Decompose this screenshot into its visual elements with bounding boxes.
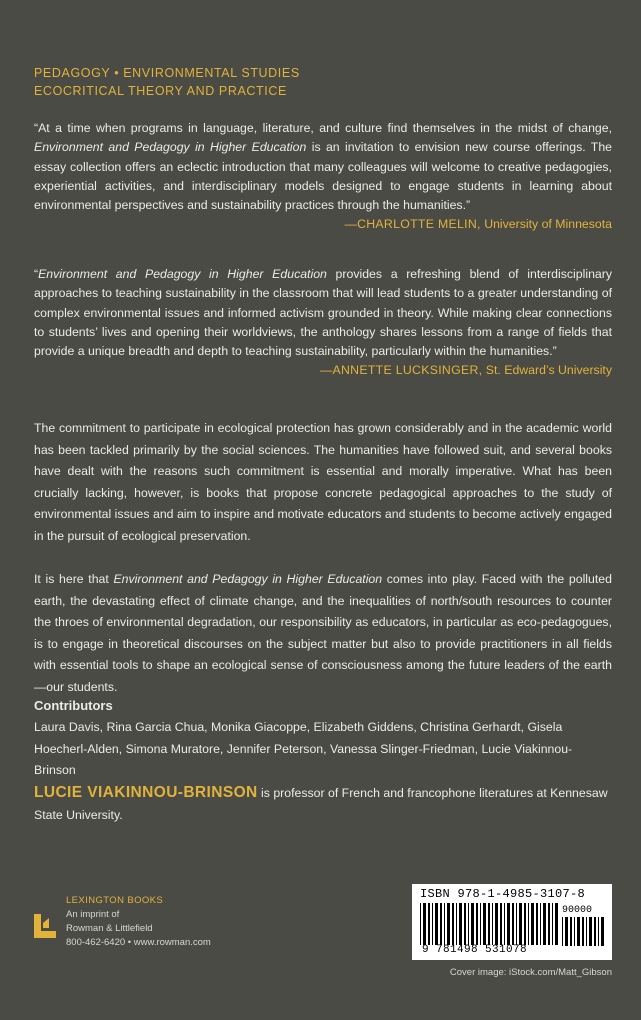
description-paragraph-2-open: It is here that	[34, 572, 114, 586]
endorsement-1-open: “At a time when programs in language, literature, and culture find themselves in the midst of change,	[34, 121, 612, 135]
barcode-bars-addon	[562, 917, 606, 946]
author-bio	[34, 782, 612, 826]
endorsement-1-book-title: Environment and Pedagogy in Higher Education	[34, 140, 307, 155]
isbn-number: ISBN 978-1-4985-3107-8	[420, 887, 586, 901]
price-code: 90000	[562, 905, 593, 916]
publisher-name: LEXINGTON BOOKS	[66, 895, 164, 906]
endorsement-2-name: —ANNETTE LUCKSINGER,	[319, 363, 483, 378]
subject-categories	[34, 64, 300, 100]
publisher-imprint-line: An imprint of	[66, 909, 120, 920]
endorsement-2-text	[34, 265, 612, 361]
lexington-books-logo-icon	[34, 914, 56, 938]
publisher-info	[66, 894, 211, 950]
endorsement-1-affiliation: University of Minnesota	[484, 217, 612, 232]
endorsement-2-book-title: Environment and Pedagogy in Higher Education	[38, 267, 327, 281]
endorsement-2-affiliation: St. Edward’s University	[485, 363, 612, 378]
endorsement-1-text	[34, 119, 612, 215]
description-paragraph-2	[34, 569, 612, 698]
author-bio-text: is professor of French and francophone literatures at Kennesaw State University.	[34, 786, 608, 822]
category-line-2: ECOCRITICAL THEORY AND PRACTICE	[34, 84, 287, 98]
publisher-parent: Rowman & Littlefield	[66, 923, 153, 934]
barcode-digits: 9 781498 531078	[422, 944, 528, 956]
endorsement-2-open: “	[34, 267, 39, 281]
description-paragraph-2-rest: comes into play. Faced with the polluted earth, the devastating effect of climate change, and the inequalities of north/south resources to counter the throes of environmental degradation, our responsibility as educators, in particular as eco-pedagogues, is to engage in theoretical discourses on the subject matter but also to provide practitioners in all fields with essential tools to shape an ecological sense of consciousness among the future leaders of the earth—our students.	[34, 572, 612, 694]
endorsement-2	[34, 265, 612, 380]
endorsement-1-rest: is an invitation to envision new course offerings. The essay collection offers an eclectic introduction that many colleagues will welcome to creative pedagogies, experiential activities, and interdisciplinary models designed to engage students in learning about environmental perspectives and sustainability practices through the humanities.”	[34, 140, 612, 213]
category-line-1: PEDAGOGY • ENVIRONMENTAL STUDIES	[34, 66, 300, 80]
publisher-contact: 800-462-6420 • www.rowman.com	[66, 937, 211, 948]
description-paragraph-2-book-title: Environment and Pedagogy in Higher Education	[113, 572, 383, 586]
endorsement-1	[34, 119, 612, 234]
description-paragraph-1: The commitment to participate in ecological protection has grown considerably and in the academic world has been tackled primarily by the social sciences. The humanities have followed suit, and several books have dealt with the reasons such commitment is essential and morally imperative. What has been crucially lacking, however, is books that propose concrete pedagogical approaches to the study of environmental issues and aim to inspire and motivate educators and students to become actively engaged in the pursuit of ecological preservation.	[34, 421, 612, 543]
isbn-barcode	[412, 884, 612, 960]
endorsement-1-attribution	[34, 215, 612, 234]
endorsement-2-rest: provides a refreshing blend of interdisciplinary approaches to teaching sustainability in the classroom that will lead students to a greater understanding of complex environmental issues and informed activism grounded in theory. While making clear connections to students’ lives and opening their worldviews, the anthology shares lessons from a range of fields that provide a unique breadth and depth to teaching sustainability, particularly within the humanities.”	[34, 267, 612, 359]
author-name: LUCIE VIAKINNOU-BRINSON	[34, 784, 258, 801]
contributors-list: Laura Davis, Rina Garcia Chua, Monika Giacoppe, Elizabeth Giddens, Christina Gerhardt, Gisela Hoecherl-Alden, Simona Muratore, Jennifer Peterson, Vanessa Slinger-Friedman, Lucie Viakinnou-Brinson	[34, 720, 573, 777]
contributors-heading: Contributors	[34, 698, 113, 713]
endorsement-2-attribution	[34, 361, 612, 380]
cover-image-credit: Cover image: iStock.com/Matt_Gibson	[449, 967, 612, 978]
endorsement-1-name: —CHARLOTTE MELIN,	[344, 217, 481, 232]
barcode-bars-main	[420, 903, 558, 945]
